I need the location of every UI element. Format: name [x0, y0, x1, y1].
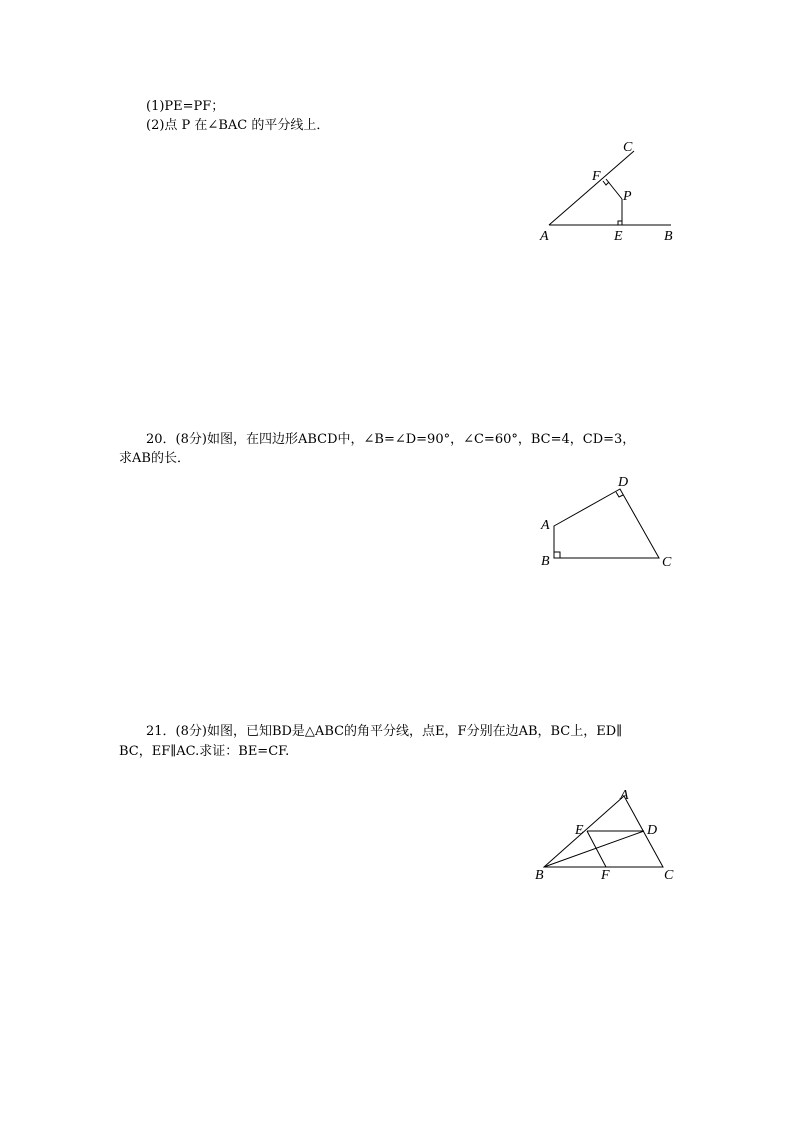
q21-figure [530, 785, 690, 885]
q20-label-a: A [541, 518, 550, 533]
q20-figure [530, 470, 690, 575]
q21-label-f: F [601, 868, 610, 883]
q19-label-p: P [623, 189, 632, 204]
q20-label-d: D [618, 475, 629, 490]
q19-label-c: C [623, 140, 633, 155]
q21-seg-ef [587, 831, 606, 867]
q19-label-b: B [664, 229, 673, 244]
q21-label-d: D [647, 823, 658, 838]
q21-line2: BC，EF∥AC.求证：BE=CF. [119, 744, 290, 759]
q21-label-c: C [664, 868, 674, 883]
q21-label-e: E [575, 823, 584, 838]
q20-line1: 20．(8分)如图，在四边形ABCD中，∠B=∠D=90°，∠C=60°，BC=4，CD=3， [146, 432, 636, 447]
q19-label-f: F [592, 169, 601, 184]
q19-label-a: A [540, 229, 549, 244]
q21-label-a: A [620, 788, 629, 803]
q19-part2: (2)点 P 在∠BAC 的平分线上． [146, 118, 330, 133]
q19-label-e: E [614, 229, 623, 244]
q20-right-angle-b [554, 552, 560, 558]
q21-label-b: B [535, 868, 544, 883]
q20-label-c: C [662, 555, 672, 570]
q19-figure [530, 132, 690, 247]
q20-quadrilateral [554, 489, 659, 558]
q20-line2: 求AB的长． [119, 451, 190, 466]
q19-right-angle-e [618, 221, 622, 225]
q21-line1: 21．(8分)如图，已知BD是△ABC的角平分线，点E，F分别在边AB，BC上，ED∥ [146, 724, 623, 739]
q21-seg-bd [544, 831, 644, 867]
q19-part1: (1)PE=PF； [146, 99, 225, 114]
q20-label-b: B [541, 554, 550, 569]
q19-ray-ac [549, 151, 634, 225]
